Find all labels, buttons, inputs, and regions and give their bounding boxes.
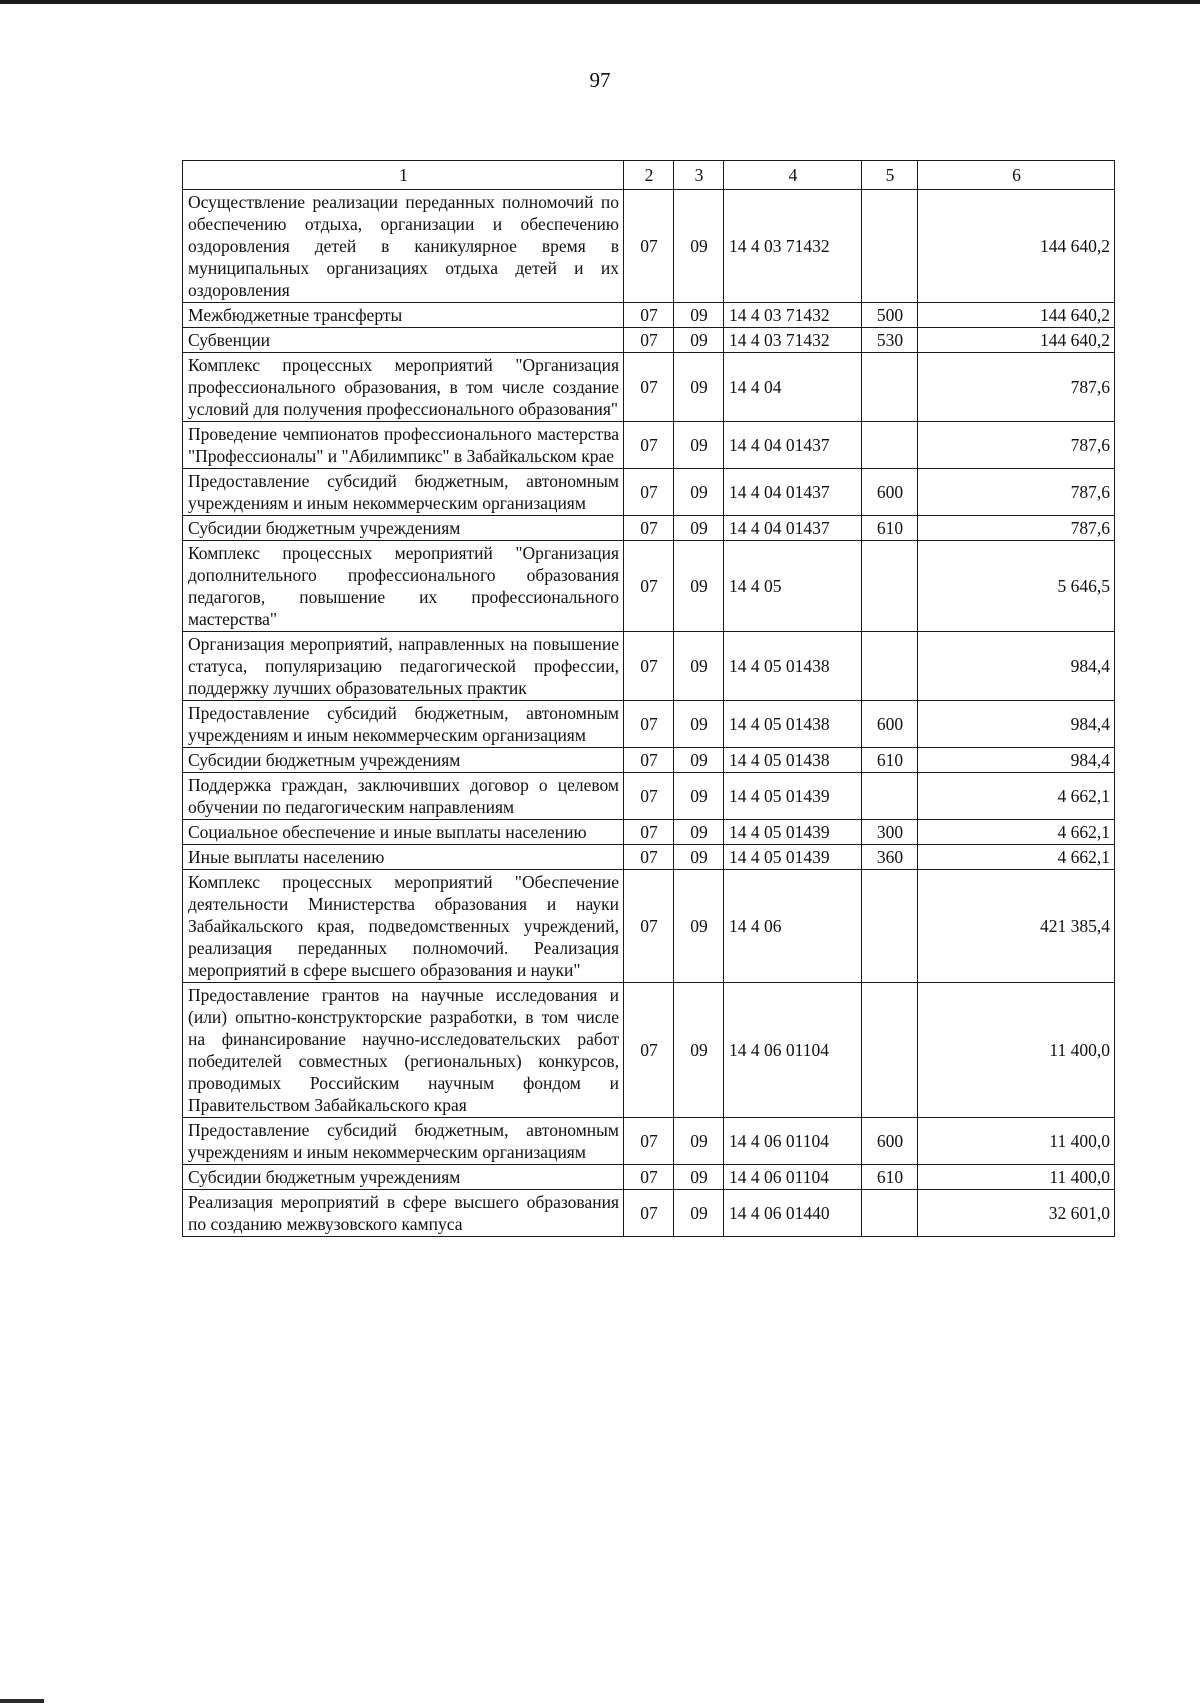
row-description: Реализация мероприятий в сфере высшего образования по созданию межвузовского кампуса xyxy=(183,1190,624,1237)
table-row xyxy=(183,820,1115,845)
column-header: 4 xyxy=(724,161,862,190)
amount-value: 984,4 xyxy=(918,748,1115,773)
target-article-code: 14 4 06 01440 xyxy=(724,1190,862,1237)
row-description: Предоставление субсидий бюджетным, автономным учреждениям и иным некоммерческим организациям xyxy=(183,701,624,748)
expense-type-code: 610 xyxy=(862,516,918,541)
row-description: Поддержка граждан, заключивших договор о целевом обучении по педагогическим направлениям xyxy=(183,773,624,820)
expense-type-code: 600 xyxy=(862,469,918,516)
subsection-code: 09 xyxy=(674,1190,724,1237)
section-code: 07 xyxy=(624,845,674,870)
row-description: Межбюджетные трансферты xyxy=(183,303,624,328)
row-description: Комплекс процессных мероприятий "Организация дополнительного профессионального образования педагогов, повышение их профессионального мастерства" xyxy=(183,541,624,632)
target-article-code: 14 4 06 xyxy=(724,870,862,983)
subsection-code: 09 xyxy=(674,516,724,541)
expense-type-code xyxy=(862,190,918,303)
section-code: 07 xyxy=(624,541,674,632)
section-code: 07 xyxy=(624,516,674,541)
target-article-code: 14 4 05 01438 xyxy=(724,632,862,701)
target-article-code: 14 4 05 01438 xyxy=(724,748,862,773)
section-code: 07 xyxy=(624,983,674,1118)
amount-value: 4 662,1 xyxy=(918,845,1115,870)
column-header: 1 xyxy=(183,161,624,190)
amount-value: 787,6 xyxy=(918,353,1115,422)
amount-value: 144 640,2 xyxy=(918,328,1115,353)
expense-type-code: 610 xyxy=(862,1165,918,1190)
subsection-code: 09 xyxy=(674,632,724,701)
expense-type-code: 600 xyxy=(862,701,918,748)
amount-value: 144 640,2 xyxy=(918,303,1115,328)
section-code: 07 xyxy=(624,328,674,353)
target-article-code: 14 4 05 01439 xyxy=(724,845,862,870)
expense-type-code: 610 xyxy=(862,748,918,773)
subsection-code: 09 xyxy=(674,1165,724,1190)
amount-value: 787,6 xyxy=(918,516,1115,541)
table-row xyxy=(183,328,1115,353)
section-code: 07 xyxy=(624,1165,674,1190)
amount-value: 984,4 xyxy=(918,701,1115,748)
amount-value: 11 400,0 xyxy=(918,1165,1115,1190)
amount-value: 144 640,2 xyxy=(918,190,1115,303)
expense-type-code xyxy=(862,773,918,820)
table-row xyxy=(183,190,1115,303)
row-description: Субсидии бюджетным учреждениям xyxy=(183,516,624,541)
table-row xyxy=(183,469,1115,516)
amount-value: 4 662,1 xyxy=(918,820,1115,845)
subsection-code: 09 xyxy=(674,1118,724,1165)
amount-value: 4 662,1 xyxy=(918,773,1115,820)
table-row xyxy=(183,701,1115,748)
target-article-code: 14 4 04 01437 xyxy=(724,469,862,516)
expense-type-code: 500 xyxy=(862,303,918,328)
expense-type-code xyxy=(862,632,918,701)
row-description: Предоставление грантов на научные исследования и (или) опытно-конструкторские разработки, в том числе на финансирование научно-исследовательских работ победителей совместных (региональных) конкурсов, проводимых Российским научным фондом и Правительством Забайкальского края xyxy=(183,983,624,1118)
section-code: 07 xyxy=(624,303,674,328)
target-article-code: 14 4 04 xyxy=(724,353,862,422)
column-header: 3 xyxy=(674,161,724,190)
row-description: Предоставление субсидий бюджетным, автономным учреждениям и иным некоммерческим организациям xyxy=(183,469,624,516)
table-row xyxy=(183,983,1115,1118)
section-code: 07 xyxy=(624,701,674,748)
row-description: Предоставление субсидий бюджетным, автономным учреждениям и иным некоммерческим организациям xyxy=(183,1118,624,1165)
section-code: 07 xyxy=(624,820,674,845)
subsection-code: 09 xyxy=(674,190,724,303)
row-description: Комплекс процессных мероприятий "Организация профессионального образования, в том числе создание условий для получения профессионального образования" xyxy=(183,353,624,422)
subsection-code: 09 xyxy=(674,845,724,870)
amount-value: 11 400,0 xyxy=(918,983,1115,1118)
table-row xyxy=(183,516,1115,541)
expense-type-code xyxy=(862,1190,918,1237)
amount-value: 421 385,4 xyxy=(918,870,1115,983)
subsection-code: 09 xyxy=(674,983,724,1118)
table-row xyxy=(183,748,1115,773)
subsection-code: 09 xyxy=(674,422,724,469)
expense-type-code xyxy=(862,353,918,422)
expense-type-code xyxy=(862,983,918,1118)
section-code: 07 xyxy=(624,1118,674,1165)
target-article-code: 14 4 05 01438 xyxy=(724,701,862,748)
target-article-code: 14 4 04 01437 xyxy=(724,422,862,469)
row-description: Организация мероприятий, направленных на повышение статуса, популяризацию педагогической профессии, поддержку лучших образовательных практик xyxy=(183,632,624,701)
row-description: Субсидии бюджетным учреждениям xyxy=(183,748,624,773)
row-description: Комплекс процессных мероприятий "Обеспечение деятельности Министерства образования и науки Забайкальского края, подведомственных учреждений, реализация переданных полномочий. Реализация мероприятий в сфере высшего образования и науки" xyxy=(183,870,624,983)
subsection-code: 09 xyxy=(674,773,724,820)
row-description: Субвенции xyxy=(183,328,624,353)
subsection-code: 09 xyxy=(674,701,724,748)
amount-value: 787,6 xyxy=(918,422,1115,469)
subsection-code: 09 xyxy=(674,820,724,845)
target-article-code: 14 4 03 71432 xyxy=(724,190,862,303)
target-article-code: 14 4 06 01104 xyxy=(724,1165,862,1190)
target-article-code: 14 4 06 01104 xyxy=(724,1118,862,1165)
subsection-code: 09 xyxy=(674,541,724,632)
section-code: 07 xyxy=(624,190,674,303)
section-code: 07 xyxy=(624,353,674,422)
table-row xyxy=(183,353,1115,422)
expense-type-code xyxy=(862,541,918,632)
subsection-code: 09 xyxy=(674,748,724,773)
target-article-code: 14 4 03 71432 xyxy=(724,328,862,353)
table-row xyxy=(183,1118,1115,1165)
amount-value: 11 400,0 xyxy=(918,1118,1115,1165)
target-article-code: 14 4 06 01104 xyxy=(724,983,862,1118)
table-row xyxy=(183,632,1115,701)
expense-type-code: 530 xyxy=(862,328,918,353)
table-row xyxy=(183,303,1115,328)
table-row xyxy=(183,1190,1115,1237)
expense-type-code: 300 xyxy=(862,820,918,845)
expense-type-code xyxy=(862,870,918,983)
target-article-code: 14 4 05 xyxy=(724,541,862,632)
column-header: 6 xyxy=(918,161,1115,190)
row-description: Проведение чемпионатов профессионального мастерства "Профессионалы" и "Абилимпикс" в Забайкальском крае xyxy=(183,422,624,469)
amount-value: 5 646,5 xyxy=(918,541,1115,632)
expense-type-code: 600 xyxy=(862,1118,918,1165)
subsection-code: 09 xyxy=(674,469,724,516)
section-code: 07 xyxy=(624,632,674,701)
row-description: Осуществление реализации переданных полномочий по обеспечению отдыха, организации и обеспечению оздоровления детей в каникулярное время в муниципальных организациях отдыха детей и их оздоровления xyxy=(183,190,624,303)
table-row xyxy=(183,1165,1115,1190)
column-header: 2 xyxy=(624,161,674,190)
top-border-line xyxy=(0,0,1200,4)
table-row xyxy=(183,870,1115,983)
subsection-code: 09 xyxy=(674,353,724,422)
section-code: 07 xyxy=(624,422,674,469)
table-header-row xyxy=(183,161,1115,190)
table-row xyxy=(183,773,1115,820)
amount-value: 32 601,0 xyxy=(918,1190,1115,1237)
subsection-code: 09 xyxy=(674,303,724,328)
table-row xyxy=(183,541,1115,632)
target-article-code: 14 4 05 01439 xyxy=(724,820,862,845)
row-description: Субсидии бюджетным учреждениям xyxy=(183,1165,624,1190)
amount-value: 984,4 xyxy=(918,632,1115,701)
column-header: 5 xyxy=(862,161,918,190)
table-row xyxy=(183,845,1115,870)
amount-value: 787,6 xyxy=(918,469,1115,516)
section-code: 07 xyxy=(624,1190,674,1237)
table-row xyxy=(183,422,1115,469)
table-body xyxy=(183,190,1115,1237)
target-article-code: 14 4 03 71432 xyxy=(724,303,862,328)
section-code: 07 xyxy=(624,748,674,773)
section-code: 07 xyxy=(624,870,674,983)
budget-table xyxy=(182,160,1115,1237)
target-article-code: 14 4 04 01437 xyxy=(724,516,862,541)
subsection-code: 09 xyxy=(674,870,724,983)
expense-type-code: 360 xyxy=(862,845,918,870)
row-description: Иные выплаты населению xyxy=(183,845,624,870)
target-article-code: 14 4 05 01439 xyxy=(724,773,862,820)
expense-type-code xyxy=(862,422,918,469)
row-description: Социальное обеспечение и иные выплаты населению xyxy=(183,820,624,845)
page-number: 97 xyxy=(589,68,611,92)
scan-corner-mark xyxy=(0,1699,44,1703)
section-code: 07 xyxy=(624,469,674,516)
subsection-code: 09 xyxy=(674,328,724,353)
section-code: 07 xyxy=(624,773,674,820)
